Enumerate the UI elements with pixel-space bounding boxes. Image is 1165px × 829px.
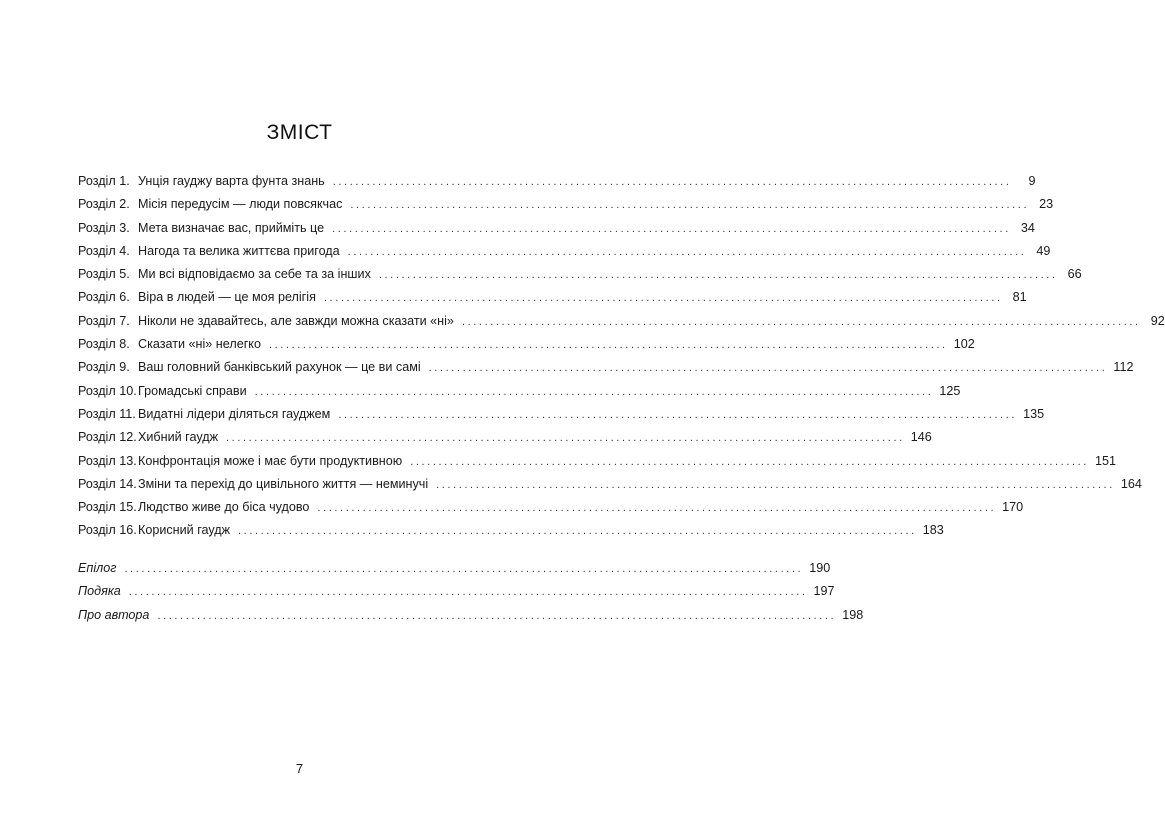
chapter-page: 34: [1020, 220, 1035, 235]
chapter-page: 164: [1120, 476, 1142, 491]
back-matter-page: 198: [842, 607, 864, 622]
toc-entry[interactable]: [78, 290, 1027, 313]
toc-entry[interactable]: [78, 607, 864, 631]
toc-entry[interactable]: [78, 584, 835, 607]
chapter-page: 183: [922, 523, 944, 538]
chapter-page: 81: [1012, 290, 1027, 305]
chapter-title: Віра в людей — це моя релігія: [138, 290, 316, 305]
back-matter-title: Подяка: [78, 584, 121, 599]
toc-entry[interactable]: [78, 243, 1051, 267]
chapter-label: Розділ 6.: [78, 290, 130, 305]
leader-dots: ........................................................................................................................: [350, 199, 1030, 212]
chapter-title: Місія передусім — люди повсякчас: [138, 197, 343, 212]
chapter-page: 23: [1039, 197, 1054, 212]
chapter-title: Ваш головний банківський рахунок — це ви самі: [138, 360, 421, 375]
leader-dots: ........................................................................................................................: [268, 339, 948, 352]
back-matter-page: 190: [809, 561, 831, 575]
toc-entry[interactable]: [78, 453, 1116, 477]
leader-dots: ........................................................................................................................: [128, 586, 808, 599]
chapter-label: Розділ 10.: [78, 383, 137, 398]
toc-entry[interactable]: [78, 337, 975, 360]
chapter-title: Сказати «ні» нелегко: [138, 337, 261, 352]
chapter-label: Розділ 5.: [78, 267, 130, 282]
chapter-page: 49: [1036, 243, 1051, 258]
chapter-label: Розділ 3.: [78, 220, 130, 235]
chapter-page: 170: [1002, 500, 1024, 515]
leader-dots: ........................................................................................................................: [428, 362, 1108, 375]
page-number: 7: [295, 761, 304, 776]
chapter-title: Мета визначає вас, прийміть це: [138, 220, 325, 235]
chapter-title: Громадські справи: [138, 383, 247, 398]
leader-dots: ........................................................................................................................: [238, 525, 917, 538]
chapter-page: 9: [1028, 174, 1036, 188]
chapter-title: Зміни та перехід до цивільного життя — неминучі: [138, 476, 429, 491]
leader-dots: ........................................................................................................................: [323, 292, 1003, 305]
chapter-label: Розділ 9.: [78, 360, 130, 375]
leader-dots: ........................................................................................................................: [317, 502, 997, 515]
toc-entry[interactable]: [78, 561, 831, 584]
chapter-title: Хибний гаудж: [138, 430, 219, 445]
chapter-title: Ми всі відповідаємо за себе та за інших: [138, 267, 371, 282]
toc-entry[interactable]: [78, 523, 944, 546]
chapter-list: [78, 174, 1165, 547]
chapter-title: Ніколи не здавайтесь, але завжди можна сказати «ні»: [138, 313, 454, 328]
back-matter-title: Про автора: [78, 607, 150, 622]
chapter-label: Розділ 13.: [78, 453, 137, 468]
chapter-title: Нагода та велика життєва пригода: [138, 243, 340, 258]
leader-dots: ........................................................................................................................: [436, 478, 1115, 491]
leader-dots: ........................................................................................................................: [410, 455, 1089, 468]
leader-dots: ........................................................................................................................: [461, 315, 1141, 328]
chapter-page: 112: [1113, 360, 1134, 375]
leader-dots: ........................................................................................................................: [338, 408, 1018, 421]
toc-entry[interactable]: [78, 360, 1134, 383]
leader-dots: ........................................................................................................................: [332, 176, 1012, 188]
leader-dots: ........................................................................................................................: [347, 245, 1027, 258]
leader-dots: ........................................................................................................................: [378, 269, 1058, 282]
chapter-page: 151: [1094, 453, 1116, 468]
toc-entry[interactable]: [78, 197, 1054, 220]
leader-dots: ........................................................................................................................: [124, 563, 804, 575]
chapter-label: Розділ 12.: [78, 430, 137, 445]
toc-entry[interactable]: [78, 313, 1165, 337]
chapter-label: Розділ 16.: [78, 523, 137, 538]
leader-dots: ........................................................................................................................: [226, 432, 905, 445]
chapter-label: Розділ 11.: [78, 406, 136, 421]
chapter-label: Розділ 2.: [78, 197, 130, 212]
leader-dots: ........................................................................................................................: [254, 385, 934, 398]
chapter-title: Унція гауджу варта фунта знань: [138, 174, 325, 188]
toc-entry[interactable]: [78, 383, 961, 407]
toc-title: ЗМІСТ: [266, 121, 333, 144]
chapter-title: Людство живе до біса чудово: [138, 500, 310, 515]
back-matter-page: 197: [813, 584, 835, 599]
chapter-page: 92: [1150, 313, 1165, 328]
toc-entry[interactable]: [78, 174, 1036, 197]
toc-entry[interactable]: [78, 220, 1035, 244]
toc-entry[interactable]: [78, 406, 1045, 430]
toc-entry[interactable]: [78, 500, 1024, 523]
chapter-label: Розділ 8.: [78, 337, 130, 352]
chapter-label: Розділ 7.: [78, 313, 130, 328]
toc-entry[interactable]: [78, 430, 932, 453]
leader-dots: ........................................................................................................................: [157, 609, 837, 622]
back-matter-title: Епілог: [78, 561, 117, 575]
back-matter-list: [78, 561, 864, 631]
chapter-label: Розділ 4.: [78, 243, 130, 258]
chapter-page: 102: [953, 337, 975, 352]
chapter-page: 125: [939, 383, 961, 398]
chapter-label: Розділ 14.: [78, 476, 137, 491]
chapter-label: Розділ 15.: [78, 500, 137, 515]
chapter-page: 146: [910, 430, 932, 445]
chapter-page: 135: [1023, 406, 1045, 421]
toc-entry[interactable]: [78, 267, 1082, 290]
chapter-label: Розділ 1.: [78, 174, 130, 188]
chapter-title: Видатні лідери діляться гауджем: [138, 406, 331, 421]
chapter-title: Конфронтація може і має бути продуктивною: [138, 453, 403, 468]
toc-entry[interactable]: [78, 476, 1142, 500]
chapter-title: Корисний гаудж: [138, 523, 231, 538]
leader-dots: ........................................................................................................................: [332, 222, 1011, 235]
chapter-page: 66: [1067, 267, 1082, 282]
